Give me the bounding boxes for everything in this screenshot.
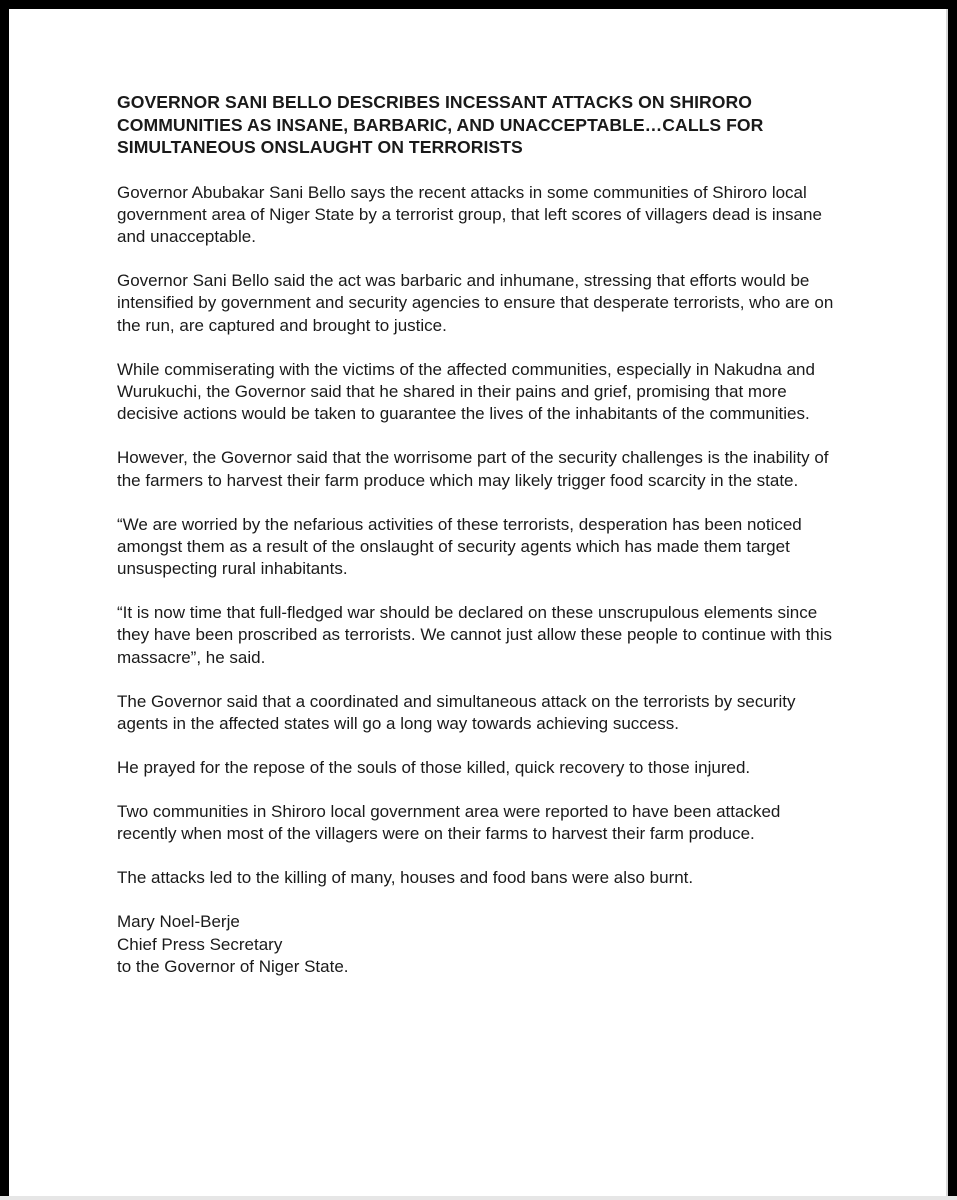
paragraph-line: “It is now time that full-fledged war should be declared on these unscrupulous elements since bbox=[117, 603, 818, 623]
signature-block bbox=[117, 911, 837, 978]
paragraph-line: the farmers to harvest their farm produce which may likely trigger food scarcity in the state. bbox=[117, 470, 799, 490]
body-paragraph bbox=[117, 270, 837, 337]
paragraph-line: Governor Sani Bello said the act was barbaric and inhumane, stressing that efforts would be bbox=[117, 271, 810, 291]
paragraph-line: amongst them as a result of the onslaught of security agents which has made them target bbox=[117, 536, 790, 556]
body-paragraph bbox=[117, 691, 837, 736]
signatory-office: to the Governor of Niger State. bbox=[117, 956, 349, 976]
paragraph-line: “We are worried by the nefarious activities of these terrorists, desperation has been noticed bbox=[117, 514, 802, 534]
paragraph-line: and unacceptable. bbox=[117, 227, 256, 247]
paragraph-line: While commiserating with the victims of the affected communities, especially in Nakudna and bbox=[117, 359, 815, 379]
body-paragraph bbox=[117, 359, 837, 426]
paragraph-line: recently when most of the villagers were on their farms to harvest their farm produce. bbox=[117, 824, 755, 844]
paragraph-line: Governor Abubakar Sani Bello says the recent attacks in some communities of Shiroro local bbox=[117, 182, 807, 202]
paragraph-line: The Governor said that a coordinated and simultaneous attack on the terrorists by security bbox=[117, 691, 796, 711]
paragraph-line: However, the Governor said that the worrisome part of the security challenges is the inability of bbox=[117, 448, 829, 468]
body-paragraph bbox=[117, 514, 837, 581]
signatory-name: Mary Noel-Berje bbox=[117, 912, 240, 932]
headline-line: SIMULTANEOUS ONSLAUGHT ON TERRORISTS bbox=[117, 137, 523, 157]
body-paragraph bbox=[117, 757, 837, 779]
paragraph-line: government area of Niger State by a terrorist group, that left scores of villagers dead is insane bbox=[117, 204, 822, 224]
paragraph-line: Two communities in Shiroro local government area were reported to have been attacked bbox=[117, 801, 781, 821]
paragraph-line: intensified by government and security agencies to ensure that desperate terrorists, who are on bbox=[117, 293, 834, 313]
body-paragraph bbox=[117, 447, 837, 492]
headline-line: COMMUNITIES AS INSANE, BARBARIC, AND UNACCEPTABLE…CALLS FOR bbox=[117, 114, 764, 135]
page-edge-top bbox=[0, 0, 957, 9]
body-paragraph bbox=[117, 867, 837, 889]
body-paragraph bbox=[117, 602, 837, 669]
headline bbox=[117, 91, 837, 159]
body-paragraph bbox=[117, 801, 837, 846]
press-release bbox=[117, 91, 837, 978]
page-edge-right-shadow bbox=[946, 9, 948, 1200]
paragraph-line: unsuspecting rural inhabitants. bbox=[117, 559, 348, 579]
signatory-title: Chief Press Secretary bbox=[117, 934, 283, 954]
body-paragraph bbox=[117, 182, 837, 249]
page-edge-right bbox=[948, 0, 957, 1200]
paragraph-line: He prayed for the repose of the souls of those killed, quick recovery to those injured. bbox=[117, 757, 751, 777]
headline-line: GOVERNOR SANI BELLO DESCRIBES INCESSANT ATTACKS ON SHIRORO bbox=[117, 92, 753, 112]
paragraph-line: agents in the affected states will go a long way towards achieving success. bbox=[117, 713, 679, 733]
paragraph-line: The attacks led to the killing of many, houses and food bans were also burnt. bbox=[117, 868, 694, 888]
paragraph-line: Wurukuchi, the Governor said that he shared in their pains and grief, promising that more bbox=[117, 381, 787, 401]
paragraph-line: they have been proscribed as terrorists. We cannot just allow these people to continue with this bbox=[117, 625, 833, 645]
paragraph-line: decisive actions would be taken to guarantee the lives of the inhabitants of the communities. bbox=[117, 404, 810, 424]
page-edge-bottom bbox=[0, 1196, 957, 1200]
paragraph-line: the run, are captured and brought to justice. bbox=[117, 315, 447, 335]
paragraph-line: massacre”, he said. bbox=[117, 647, 266, 667]
page-edge-left bbox=[0, 0, 9, 1200]
body-paragraphs bbox=[117, 182, 837, 890]
